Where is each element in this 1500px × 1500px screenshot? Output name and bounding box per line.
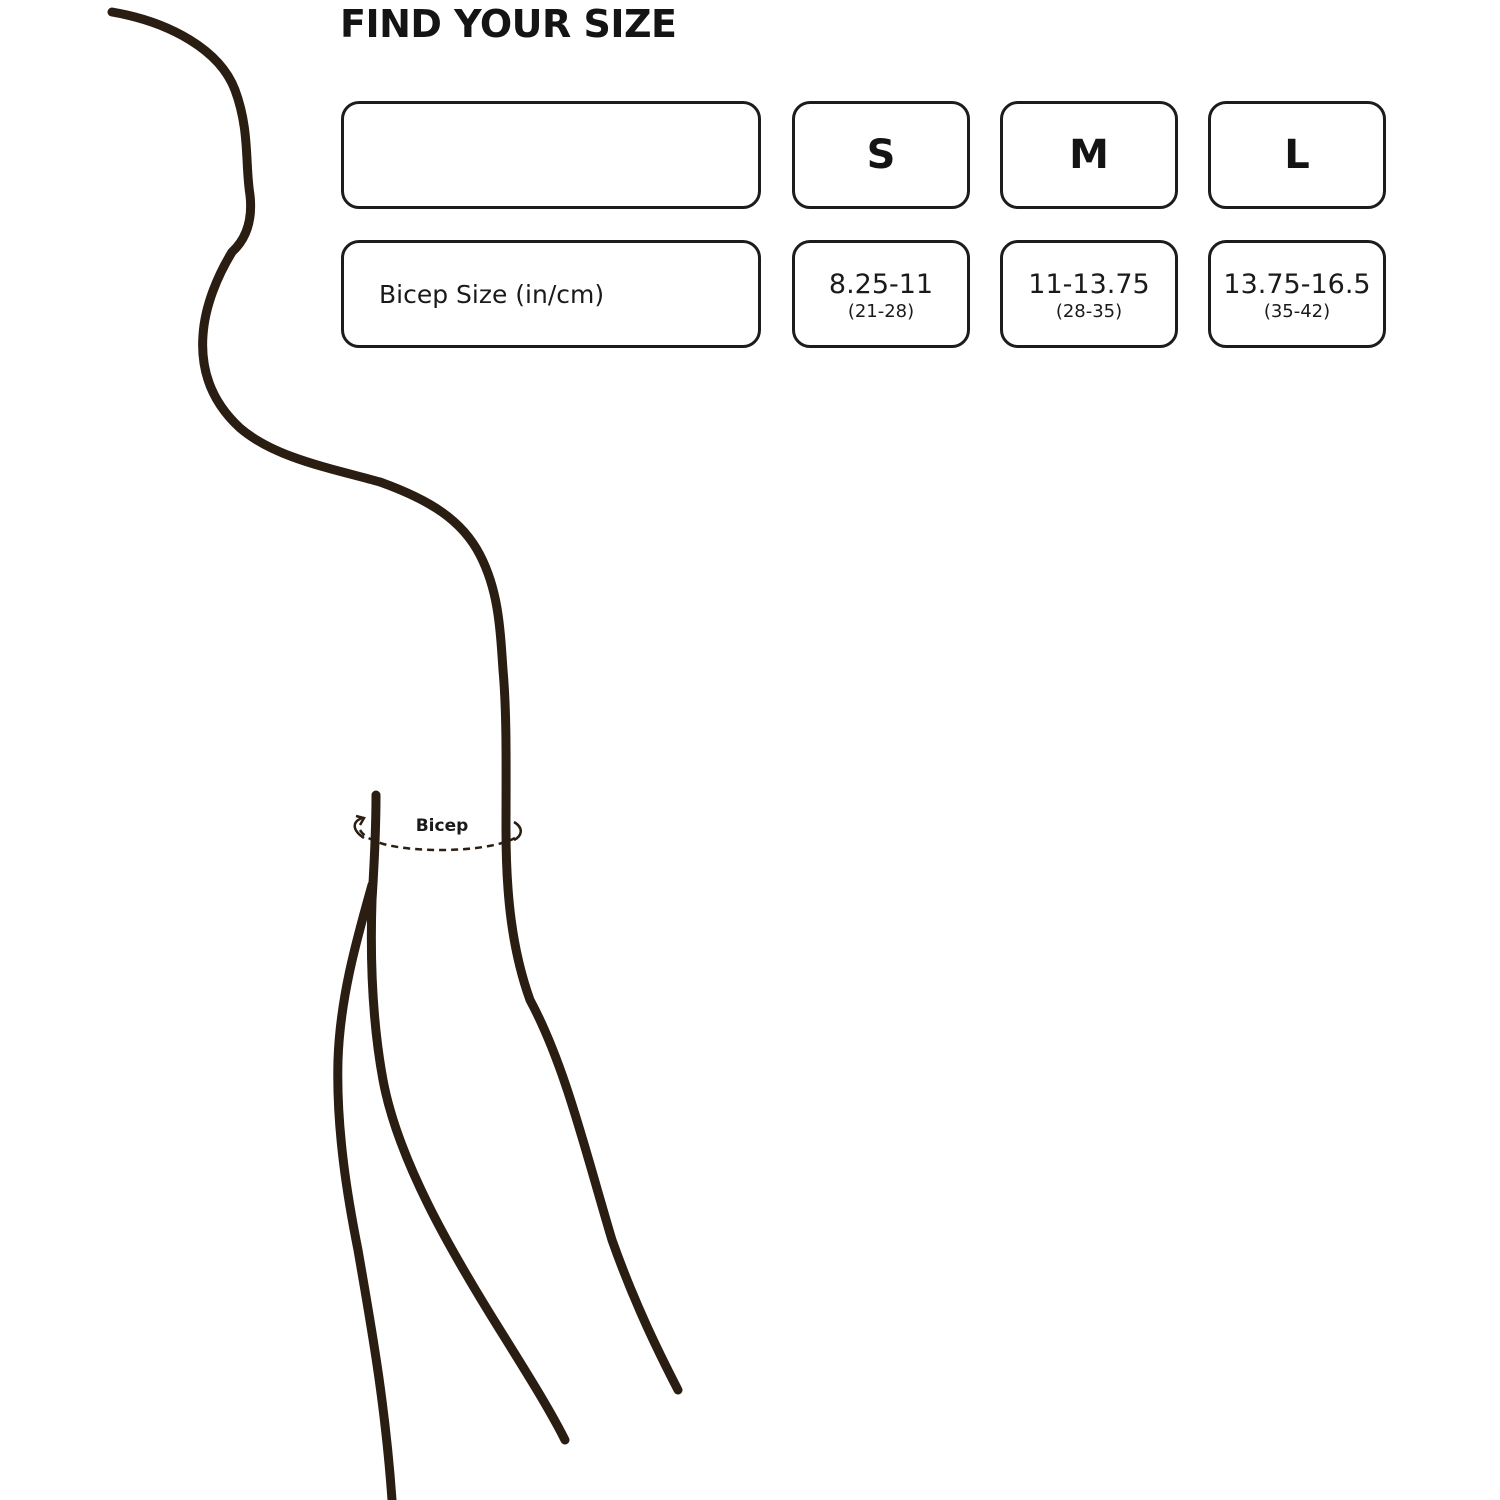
size-letter: M — [1069, 132, 1109, 178]
value-cm: (35-42) — [1263, 301, 1331, 322]
right-arrow-icon — [514, 822, 521, 840]
value-cm: (28-35) — [1055, 301, 1123, 322]
value-cm: (21-28) — [847, 301, 915, 322]
size-letter: L — [1284, 132, 1310, 178]
value-inches: 11-13.75 — [1028, 269, 1150, 300]
row-label: Bicep Size (in/cm) — [379, 279, 605, 309]
size-letter: S — [866, 132, 896, 178]
page-title: FIND YOUR SIZE — [340, 2, 677, 46]
torso-outline — [338, 885, 392, 1500]
value-inches: 13.75-16.5 — [1223, 269, 1371, 300]
inner-arm-outline — [371, 795, 565, 1440]
value-inches: 8.25-11 — [828, 269, 934, 300]
bicep-measurement-label: Bicep — [415, 816, 469, 836]
head-shoulder-outline — [112, 12, 678, 1390]
